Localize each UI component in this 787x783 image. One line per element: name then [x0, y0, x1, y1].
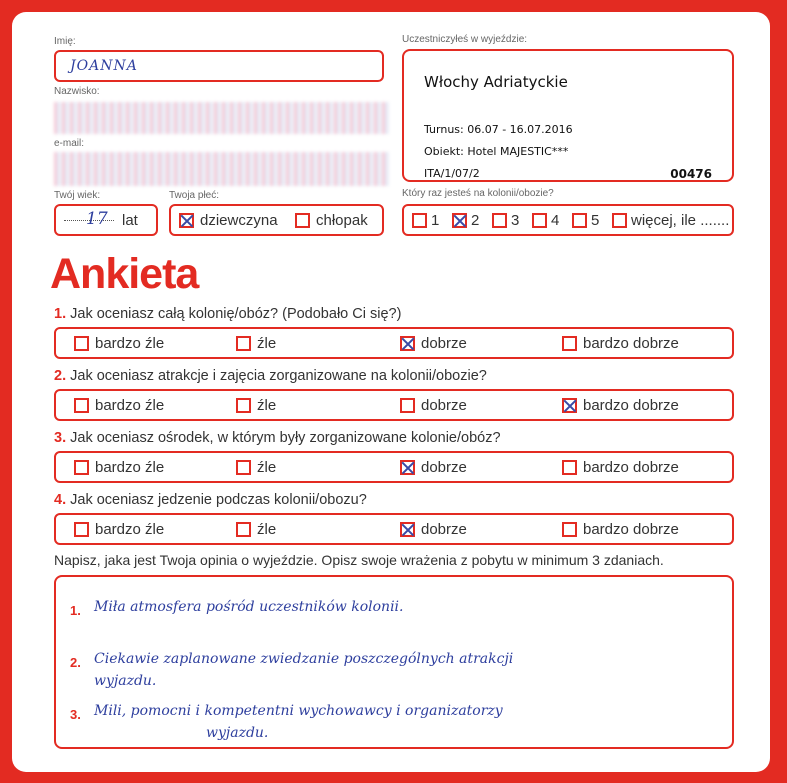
- rating-row-4: [54, 513, 734, 545]
- rating-option-label: źle: [257, 335, 277, 352]
- rating-option[interactable]: [562, 459, 679, 476]
- times-option-2[interactable]: [452, 212, 479, 229]
- rating-option[interactable]: [236, 459, 276, 476]
- opinion-line: wyjazdu.: [94, 673, 157, 689]
- checkbox-checked[interactable]: [452, 213, 467, 228]
- gender-field: [169, 204, 384, 236]
- rating-option[interactable]: [236, 335, 276, 352]
- rating-option[interactable]: [562, 397, 679, 414]
- rating-option[interactable]: [400, 459, 467, 476]
- rating-option[interactable]: [74, 397, 164, 414]
- rating-option-label: bardzo źle: [95, 335, 165, 352]
- age-field[interactable]: [54, 204, 158, 236]
- trip-name: Włochy Adriatyckie: [424, 73, 568, 91]
- rating-option-label: dobrze: [421, 397, 467, 414]
- times-label: Który raz jesteś na kolonii/obozie?: [402, 188, 554, 199]
- checkbox[interactable]: [236, 522, 251, 537]
- checkbox[interactable]: [295, 213, 310, 228]
- checkbox[interactable]: [74, 336, 89, 351]
- question-text: Jak oceniasz całą kolonię/obóz? (Podobało Ci się?): [70, 306, 402, 322]
- times-option-3[interactable]: [492, 212, 519, 229]
- rating-option[interactable]: [400, 397, 467, 414]
- rating-option[interactable]: [236, 521, 276, 538]
- rating-option[interactable]: [74, 459, 164, 476]
- surname-redacted: [54, 102, 389, 134]
- opinion-number: 2.: [70, 655, 81, 670]
- checkbox[interactable]: [572, 213, 587, 228]
- opinion-prompt: Napisz, jaka jest Twoja opinia o wyjeździe. Opisz swoje wrażenia z pobytu w minimum 3 zdaniach.: [54, 552, 664, 568]
- times-field: [402, 204, 734, 236]
- rating-option-label: dobrze: [421, 521, 467, 538]
- rating-option-label: dobrze: [421, 459, 467, 476]
- checkbox[interactable]: [492, 213, 507, 228]
- question-2: [54, 368, 487, 384]
- rating-option-label: bardzo dobrze: [583, 397, 679, 414]
- question-text: Jak oceniasz jedzenie podczas kolonii/obozu?: [70, 492, 367, 508]
- email-redacted: [54, 152, 389, 186]
- times-option-label: 2: [471, 212, 480, 229]
- trip-obiekt: Obiekt: Hotel MAJESTIC***: [424, 145, 569, 158]
- checkbox[interactable]: [236, 336, 251, 351]
- gender-label: Twoja płeć:: [169, 190, 220, 201]
- checkbox[interactable]: [562, 522, 577, 537]
- checkbox[interactable]: [74, 398, 89, 413]
- trip-turnus: Turnus: 06.07 - 16.07.2016: [424, 123, 573, 136]
- times-option-label: 4: [551, 212, 560, 229]
- rating-option[interactable]: [562, 335, 679, 352]
- question-3: [54, 430, 501, 446]
- name-field[interactable]: [54, 50, 384, 82]
- checkbox-checked[interactable]: [400, 522, 415, 537]
- checkbox[interactable]: [562, 336, 577, 351]
- question-text: Jak oceniasz ośrodek, w którym były zorganizowane kolonie/obóz?: [70, 430, 501, 446]
- rating-row-3: [54, 451, 734, 483]
- times-option-label: 3: [511, 212, 520, 229]
- gender-option-label: dziewczyna: [200, 212, 278, 229]
- checkbox-checked[interactable]: [179, 213, 194, 228]
- checkbox[interactable]: [412, 213, 427, 228]
- checkbox[interactable]: [612, 213, 627, 228]
- question-1: [54, 306, 401, 322]
- times-option-label: 5: [591, 212, 600, 229]
- question-number: 1.: [54, 306, 67, 322]
- opinion-number: 1.: [70, 603, 81, 618]
- checkbox-checked[interactable]: [400, 460, 415, 475]
- times-option-more[interactable]: [612, 212, 729, 229]
- opinion-textarea[interactable]: [54, 575, 734, 749]
- checkbox[interactable]: [236, 398, 251, 413]
- checkbox[interactable]: [400, 398, 415, 413]
- checkbox[interactable]: [532, 213, 547, 228]
- trip-info-box: [402, 49, 734, 182]
- participant-label: Uczestniczyłeś w wyjeździe:: [402, 34, 528, 45]
- rating-option-label: bardzo źle: [95, 397, 165, 414]
- times-option-4[interactable]: [532, 212, 559, 229]
- checkbox[interactable]: [236, 460, 251, 475]
- question-number: 4.: [54, 492, 67, 508]
- rating-option[interactable]: [236, 397, 276, 414]
- question-4: [54, 492, 367, 508]
- checkbox[interactable]: [562, 460, 577, 475]
- rating-option-label: bardzo źle: [95, 521, 165, 538]
- opinion-number: 3.: [70, 707, 81, 722]
- age-unit: lat: [122, 212, 138, 229]
- name-label: Imię:: [54, 36, 76, 47]
- trip-code: ITA/1/07/2: [424, 167, 480, 180]
- age-value: 17: [86, 209, 108, 229]
- rating-option[interactable]: [74, 335, 164, 352]
- gender-option-boy[interactable]: [295, 212, 368, 229]
- opinion-line: Miła atmosfera pośród uczestników kolonii.: [94, 599, 404, 615]
- rating-option[interactable]: [400, 521, 467, 538]
- rating-option-label: bardzo źle: [95, 459, 165, 476]
- rating-row-1: [54, 327, 734, 359]
- checkbox-checked[interactable]: [400, 336, 415, 351]
- opinion-line: Mili, pomocni i kompetentni wychowawcy i organizatorzy: [94, 703, 503, 719]
- times-option-1[interactable]: [412, 212, 439, 229]
- rating-option[interactable]: [400, 335, 467, 352]
- rating-option-label: źle: [257, 459, 277, 476]
- times-option-5[interactable]: [572, 212, 599, 229]
- name-value: JOANNA: [70, 58, 138, 74]
- rating-option[interactable]: [562, 521, 679, 538]
- gender-option-girl[interactable]: [179, 212, 278, 229]
- email-label: e-mail:: [54, 138, 85, 149]
- rating-row-2: [54, 389, 734, 421]
- times-option-label: więcej, ile .......: [631, 212, 730, 229]
- survey-form: [12, 12, 770, 772]
- rating-option-label: źle: [257, 397, 277, 414]
- rating-option-label: dobrze: [421, 335, 467, 352]
- age-label: Twój wiek:: [54, 190, 101, 201]
- trip-number: 00476: [670, 167, 712, 181]
- surname-label: Nazwisko:: [54, 86, 100, 97]
- checkbox[interactable]: [74, 460, 89, 475]
- rating-option[interactable]: [74, 521, 164, 538]
- opinion-line: Ciekawie zaplanowane zwiedzanie poszczególnych atrakcji: [94, 651, 514, 667]
- times-option-label: 1: [431, 212, 440, 229]
- question-number: 2.: [54, 368, 67, 384]
- question-number: 3.: [54, 430, 67, 446]
- question-text: Jak oceniasz atrakcje i zajęcia zorganizowane na kolonii/obozie?: [70, 368, 487, 384]
- survey-title: Ankieta: [50, 250, 199, 298]
- rating-option-label: bardzo dobrze: [583, 459, 679, 476]
- rating-option-label: bardzo dobrze: [583, 521, 679, 538]
- checkbox[interactable]: [74, 522, 89, 537]
- opinion-line: wyjazdu.: [206, 725, 269, 741]
- rating-option-label: bardzo dobrze: [583, 335, 679, 352]
- checkbox-checked[interactable]: [562, 398, 577, 413]
- gender-option-label: chłopak: [316, 212, 368, 229]
- rating-option-label: źle: [257, 521, 277, 538]
